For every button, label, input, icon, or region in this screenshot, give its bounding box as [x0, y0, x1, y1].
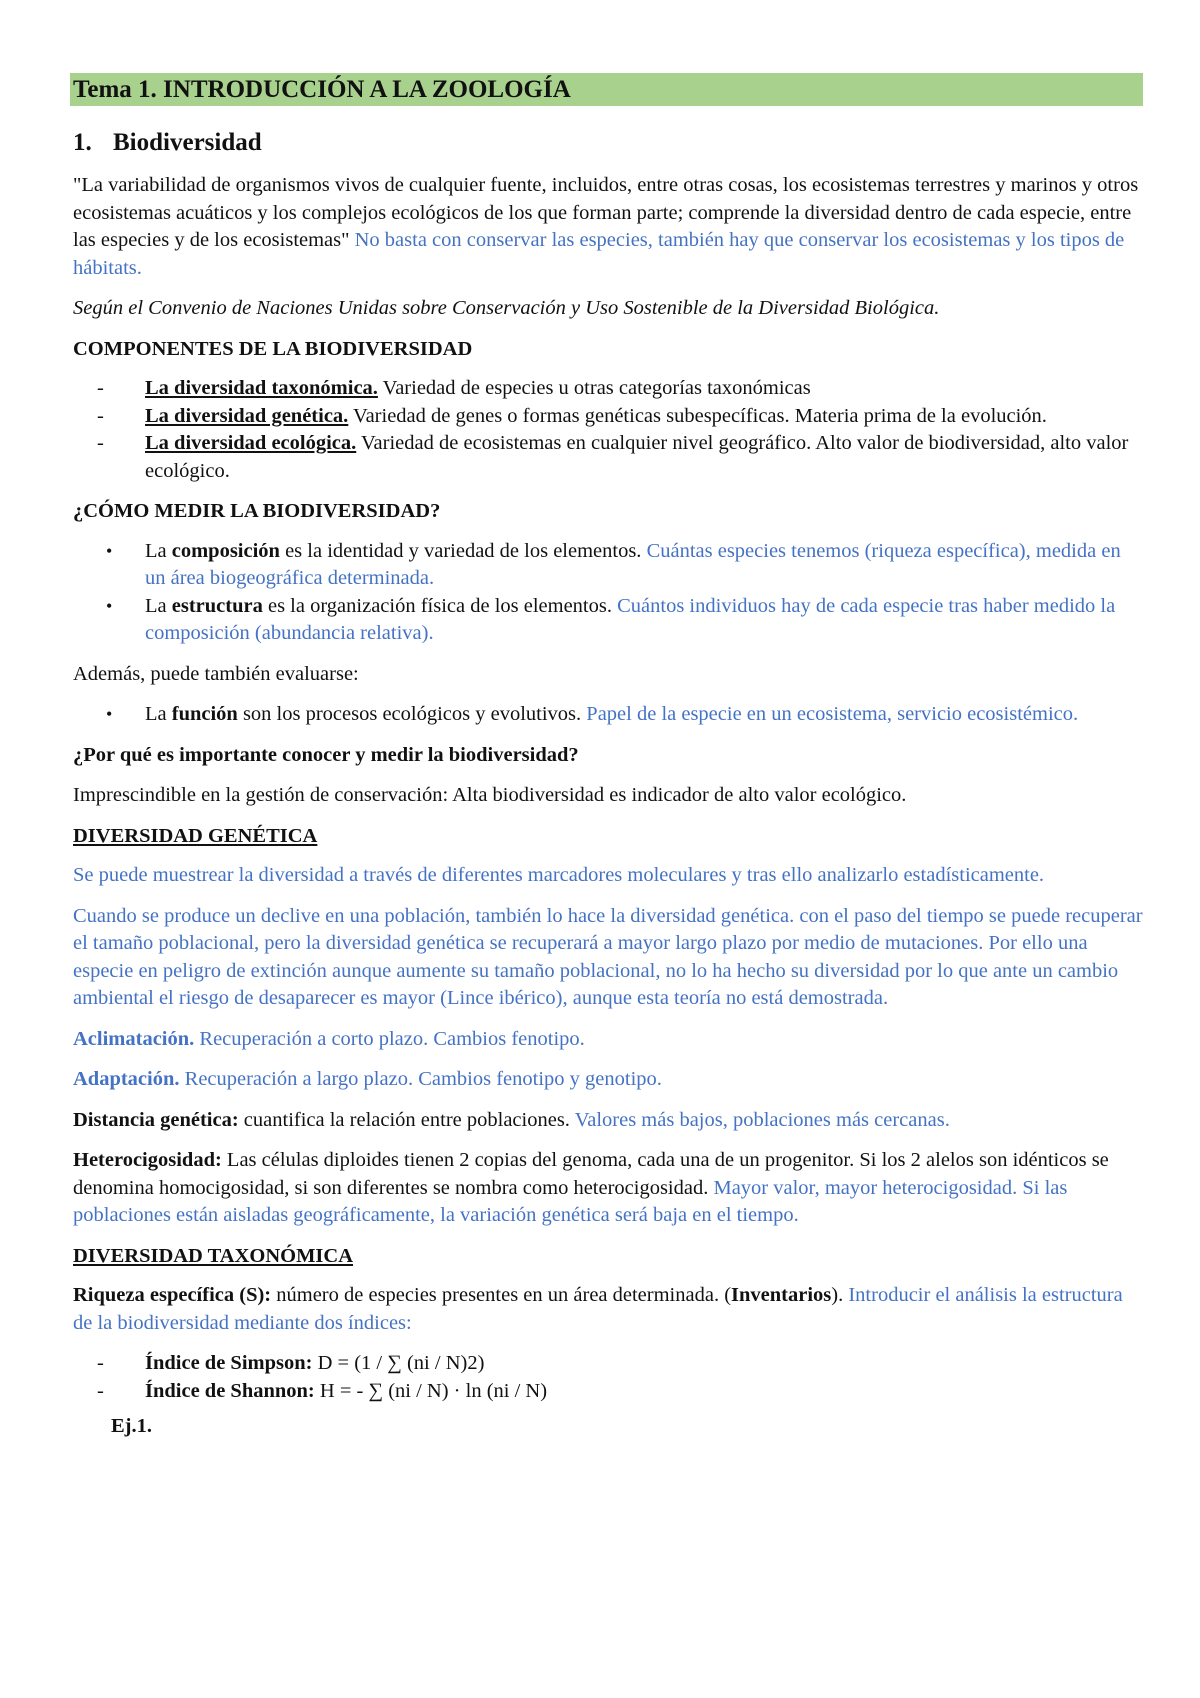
list-item [73, 593, 1143, 648]
list-term: La diversidad ecológica. [145, 432, 357, 454]
list-term: función [171, 703, 238, 725]
measure-also: Además, puede también evaluarse: [73, 662, 359, 685]
list-term: La diversidad taxonómica. [145, 377, 378, 399]
index-formula: D = (1 / ∑ (ni / N)2) [312, 1352, 485, 1374]
list-note: Papel de la especie en un ecosistema, servicio ecosistémico. [581, 703, 1079, 725]
list-text: son los procesos ecológicos y evolutivos. [237, 703, 582, 725]
list-pre: La [145, 594, 172, 617]
heterozygosity-text: Las células diploides tienen 2 copias del genoma, cada una de un progenitor. Si los 2 alelos son idénticos se denomina homocigosidad, si son diferentes se nombra como heterocigosidad. [73, 1149, 1109, 1199]
list-marker: - [97, 377, 104, 399]
richness-term: Riqueza específica (S): [73, 1284, 272, 1306]
list-note: Cuántas especies tenemos (riqueza específica), medida en un área biogeográfica determinada. [145, 539, 1121, 589]
bullet-marker: • [106, 595, 113, 616]
list-pre: La [145, 703, 172, 725]
measure-list [73, 538, 1143, 648]
section-heading-biodiversidad [73, 128, 1143, 158]
list-item [73, 403, 1143, 431]
genetic-paragraph-1: Se puede muestrear la diversidad a través de diferentes marcadores moleculares y tras ello analizarlo estadísticamente. [73, 864, 1045, 886]
list-text: Variedad de ecosistemas en cualquier nivel geográfico. Alto valor de biodiversidad, alto valor ecológico. [145, 432, 1129, 482]
genetic-paragraph-2: Cuando se produce un declive en una población, también lo hace la diversidad genética. con el paso del tiempo se puede recuperar el tamaño poblacional, pero la diversidad genética se recuperará a mayor largo plazo por medio de mutaciones. Por ello una especie en peligro de extinción aunque aumente su tamaño poblacional, no lo ha hecho su diversidad por lo que ante un cambio ambiental el riesgo de desaparecer es mayor (Lince ibérico), aunque esta teoría no está demostrada. [73, 904, 1143, 1009]
list-marker: - [97, 404, 104, 427]
list-term: La diversidad genética. [145, 404, 349, 427]
genetic-heading: DIVERSIDAD GENÉTICA [73, 824, 318, 847]
function-list [73, 701, 1143, 729]
richness-close: ). [831, 1284, 844, 1306]
index-formula: H = - ∑ (ni / N) · ln (ni / N) [314, 1379, 548, 1402]
richness-note: Introducir el análisis la estructura de la biodiversidad mediante dos índices: [73, 1284, 1123, 1334]
adaptation-paragraph [73, 1066, 1143, 1094]
list-term: composición [171, 539, 280, 562]
components-heading: COMPONENTES DE LA BIODIVERSIDAD [73, 337, 473, 360]
richness-paragraph [73, 1282, 1143, 1337]
heterozygosity-note: Mayor valor, mayor heterocigosidad. Si las poblaciones están aisladas geográficamente, la variación genética será baja en el tiempo. [73, 1176, 1068, 1226]
components-list [73, 375, 1143, 485]
list-marker: - [97, 432, 104, 454]
distance-paragraph [73, 1107, 1143, 1135]
list-item [73, 1350, 1143, 1378]
list-item [73, 701, 1143, 729]
document-body [73, 128, 1143, 1441]
importance-answer: Imprescindible en la gestión de conservación: Alta biodiversidad es indicador de alto valor ecológico. [73, 784, 907, 806]
acclimation-term: Aclimatación. [73, 1027, 195, 1050]
list-term: estructura [171, 594, 263, 617]
intro-note: No basta con conservar las especies, también hay que conservar los ecosistemas y los tipos de hábitats. [73, 229, 1125, 279]
list-text: Variedad de especies u otras categorías taxonómicas [377, 377, 811, 399]
taxonomic-heading: DIVERSIDAD TAXONÓMICA [73, 1244, 354, 1267]
index-term: Índice de Shannon: [145, 1379, 315, 1402]
distance-text: cuantifica la relación entre poblaciones. [238, 1108, 570, 1131]
distance-note: Valores más bajos, poblaciones más cercanas. [569, 1108, 950, 1131]
adaptation-term: Adaptación. [73, 1068, 180, 1090]
list-item [73, 375, 1143, 403]
list-text: es la identidad y variedad de los elementos. [279, 539, 642, 562]
measure-heading: ¿CÓMO MEDIR LA BIODIVERSIDAD? [73, 500, 441, 522]
intro-quote: "La variabilidad de organismos vivos de cualquier fuente, incluidos, entre otras cosas, los ecosistemas terrestres y marinos y otros ecosistemas acuáticos y los complejos ecológicos de los que forman parte; comprende la diversidad dentro de cada especie, entre las especies y de los ecosistemas" [73, 174, 1139, 251]
example-label: Ej.1. [111, 1415, 152, 1437]
intro-paragraph [73, 172, 1143, 282]
distance-term: Distancia genética: [73, 1108, 239, 1131]
heading-number: 1. [73, 129, 92, 156]
list-extra: Materia prima de la evolución. [789, 404, 1047, 427]
richness-text: número de especies presentes en un área determinada. ( [271, 1284, 732, 1306]
page-title: Tema 1. INTRODUCCIÓN A LA ZOOLOGÍA [70, 73, 1143, 106]
heading-text: Biodiversidad [113, 129, 262, 156]
list-item [73, 1378, 1143, 1406]
intro-source: Según el Convenio de Naciones Unidas sobre Conservación y Uso Sostenible de la Diversidad Biológica. [73, 297, 940, 319]
list-item [73, 430, 1143, 485]
richness-inventory: Inventarios [731, 1284, 832, 1306]
list-pre: La [145, 539, 172, 562]
list-note: Cuántos individuos hay de cada especie tras haber medido la composición (abundancia relativa). [145, 594, 1116, 644]
bullet-marker: • [106, 540, 113, 561]
heterozygosity-paragraph [73, 1147, 1143, 1230]
adaptation-text: Recuperación a largo plazo. Cambios fenotipo y genotipo. [179, 1068, 662, 1090]
index-term: Índice de Simpson: [145, 1352, 313, 1374]
indices-list [73, 1350, 1143, 1405]
list-marker: - [97, 1352, 104, 1374]
list-item [73, 538, 1143, 593]
acclimation-text: Recuperación a corto plazo. Cambios fenotipo. [194, 1027, 585, 1050]
bullet-marker: • [106, 704, 113, 724]
list-text: Variedad de genes o formas genéticas subespecíficas. [348, 404, 790, 427]
list-text: es la organización física de los elementos. [262, 594, 612, 617]
heterozygosity-term: Heterocigosidad: [73, 1149, 222, 1171]
importance-question: ¿Por qué es importante conocer y medir la biodiversidad? [73, 743, 579, 766]
acclimation-paragraph [73, 1026, 1143, 1054]
list-marker: - [97, 1379, 104, 1402]
